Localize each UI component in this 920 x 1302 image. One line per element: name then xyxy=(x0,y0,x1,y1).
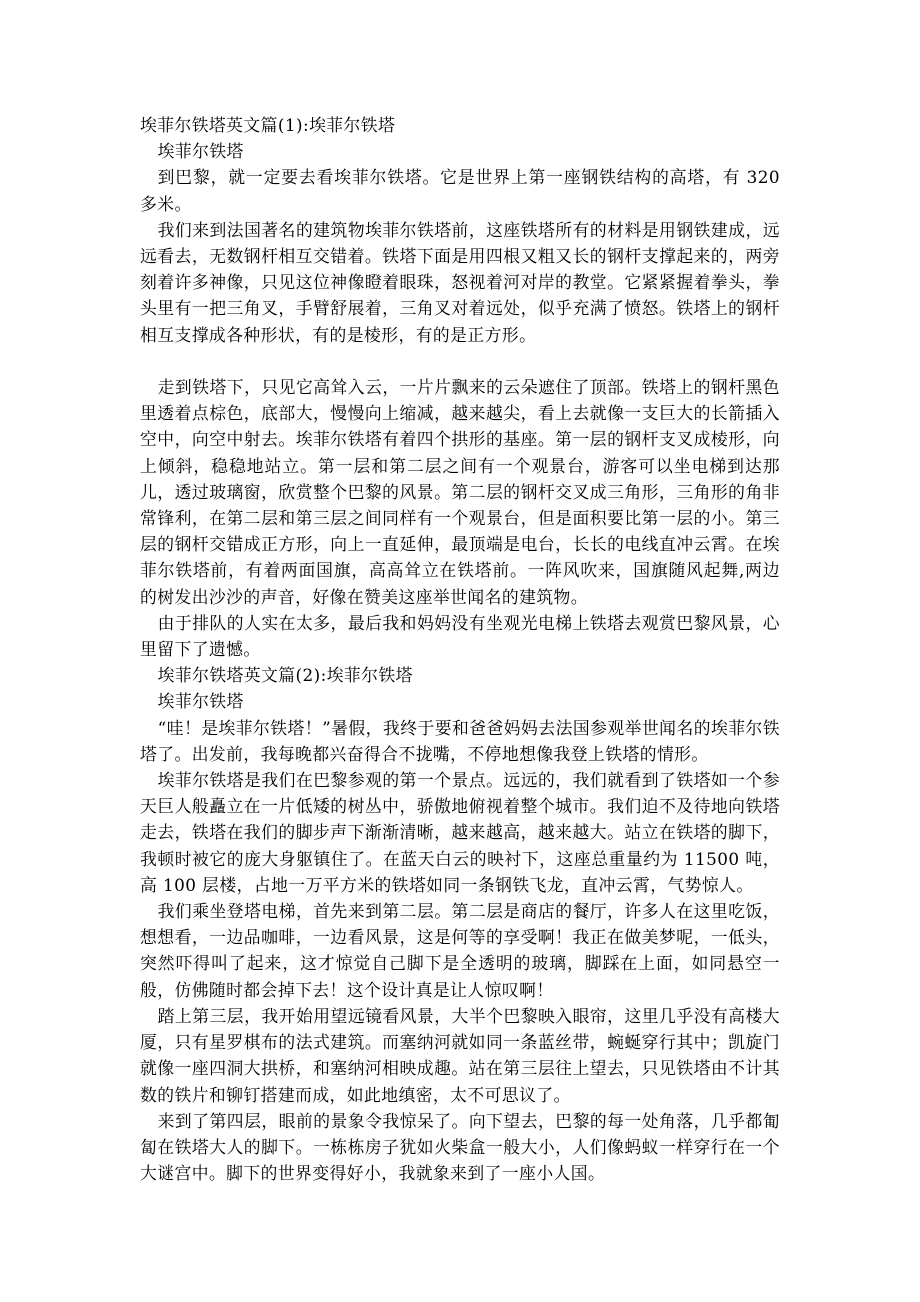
paragraph-spacer xyxy=(140,348,780,374)
article-1-paragraph: 由于排队的人实在太多，最后我和妈妈没有坐观光电梯上铁塔去观赏巴黎风景，心里留下了遗憾。 xyxy=(140,612,780,660)
article-2-paragraph: 我们乘坐登塔电梯，首先来到第二层。第二层是商店的餐厅，许多人在这里吃饭，想想看，一边品咖啡，一边看风景，这是何等的享受啊！我正在做美梦呢，一低头，突然吓得叫了起来，这才惊觉自己脚下是全透明的玻璃，脚踩在上面，如同悬空一般，仿佛随时都会掉下去！这个设计真是让人惊叹啊！ xyxy=(140,901,780,1000)
article-1-paragraph: 到巴黎，就一定要去看埃菲尔铁塔。它是世界上第一座钢铁结构的高塔，有 320 多米。 xyxy=(140,167,780,214)
article-1-paragraph: 走到铁塔下，只见它高耸入云，一片片飘来的云朵遮住了顶部。铁塔上的钢杆黑色里透着点棕色，底部大，慢慢向上缩减，越来越尖，看上去就像一支巨大的长箭插入空中，向空中射去。埃菲尔铁塔有着四个拱形的基座。第一层的钢杆支叉成棱形，向上倾斜，稳稳地站立。第一层和第二层之间有一个观景台，游客可以坐电梯到达那儿，透过玻璃窗，欣赏整个巴黎的风景。第二层的钢杆交叉成三角形，三角形的角非常锋利，在第二层和第三层之间同样有一个观景台，但是面积要比第一层的小。第三层的钢杆交错成正方形，向上一直延伸，最顶端是电台，长长的电线直冲云霄。在埃菲尔铁塔前，有着两面国旗，高高耸立在铁塔前。一阵风吹来，国旗随风起舞,两边的树发出沙沙的声音，好像在赞美这座举世闻名的建筑物。 xyxy=(140,377,780,607)
article-1-subtitle: 埃菲尔铁塔 xyxy=(157,141,244,162)
article-1-paragraph: 我们来到法国著名的建筑物埃菲尔铁塔前，这座铁塔所有的材料是用钢铁建成，远远看去，无数钢杆相互交错着。铁塔下面是用四根又粗又长的钢杆支撑起来的，两旁刻着许多神像，只见这位神像瞪着眼珠，怒视着河对岸的教堂。它紧紧握着拳头，拳头里有一把三角叉，手臂舒展着，三角叉对着远处，似乎充满了愤怒。铁塔上的钢杆相互支撑成各种形状，有的是棱形，有的是正方形。 xyxy=(140,219,780,345)
article-2-paragraph: 来到了第四层，眼前的景象令我惊呆了。向下望去，巴黎的每一处角落，几乎都匍匐在铁塔大人的脚下。一栋栋房子犹如火柴盒一般大小，人们像蚂蚁一样穿行在一个大谜宫中。脚下的世界变得好小，我就象来到了一座小人国。 xyxy=(140,1110,780,1184)
document-page xyxy=(140,112,780,1186)
article-2-paragraph: “哇！是埃菲尔铁塔！”暑假，我终于要和爸爸妈妈去法国参观举世闻名的埃菲尔铁塔了。出发前，我每晚都兴奋得合不拢嘴，不停地想像我登上铁塔的情形。 xyxy=(140,717,780,764)
article-2-subtitle: 埃菲尔铁塔 xyxy=(157,691,244,712)
article-2-paragraph: 埃菲尔铁塔是我们在巴黎参观的第一个景点。远远的，我们就看到了铁塔如一个参天巨人般矗立在一片低矮的树丛中，骄傲地俯视着整个城市。我们迫不及待地向铁塔走去，铁塔在我们的脚步声下渐渐清晰，越来越高，越来越大。站立在铁塔的脚下，我顿时被它的庞大身躯镇住了。在蓝天白云的映衬下，这座总重量约为 11500 吨，高 100 层楼，占地一万平方米的铁塔如同一条钢铁飞龙，直冲云霄，气势惊人。 xyxy=(140,770,780,895)
article-2-title: 埃菲尔铁塔英文篇(2):埃菲尔铁塔 xyxy=(157,665,413,686)
article-1-title: 埃菲尔铁塔英文篇(1):埃菲尔铁塔 xyxy=(140,115,396,135)
article-2-paragraph: 踏上第三层，我开始用望远镜看风景，大半个巴黎映入眼帘，这里几乎没有高楼大厦，只有星罗棋布的法式建筑。而塞纳河就如同一条蓝丝带，蜿蜒穿行其中；凯旋门就像一座四洞大拱桥，和塞纳河相映成趣。站在第三层往上望去，只见铁塔由不计其数的铁片和铆钉搭建而成，如此地缜密，太不可思议了。 xyxy=(140,1005,780,1105)
